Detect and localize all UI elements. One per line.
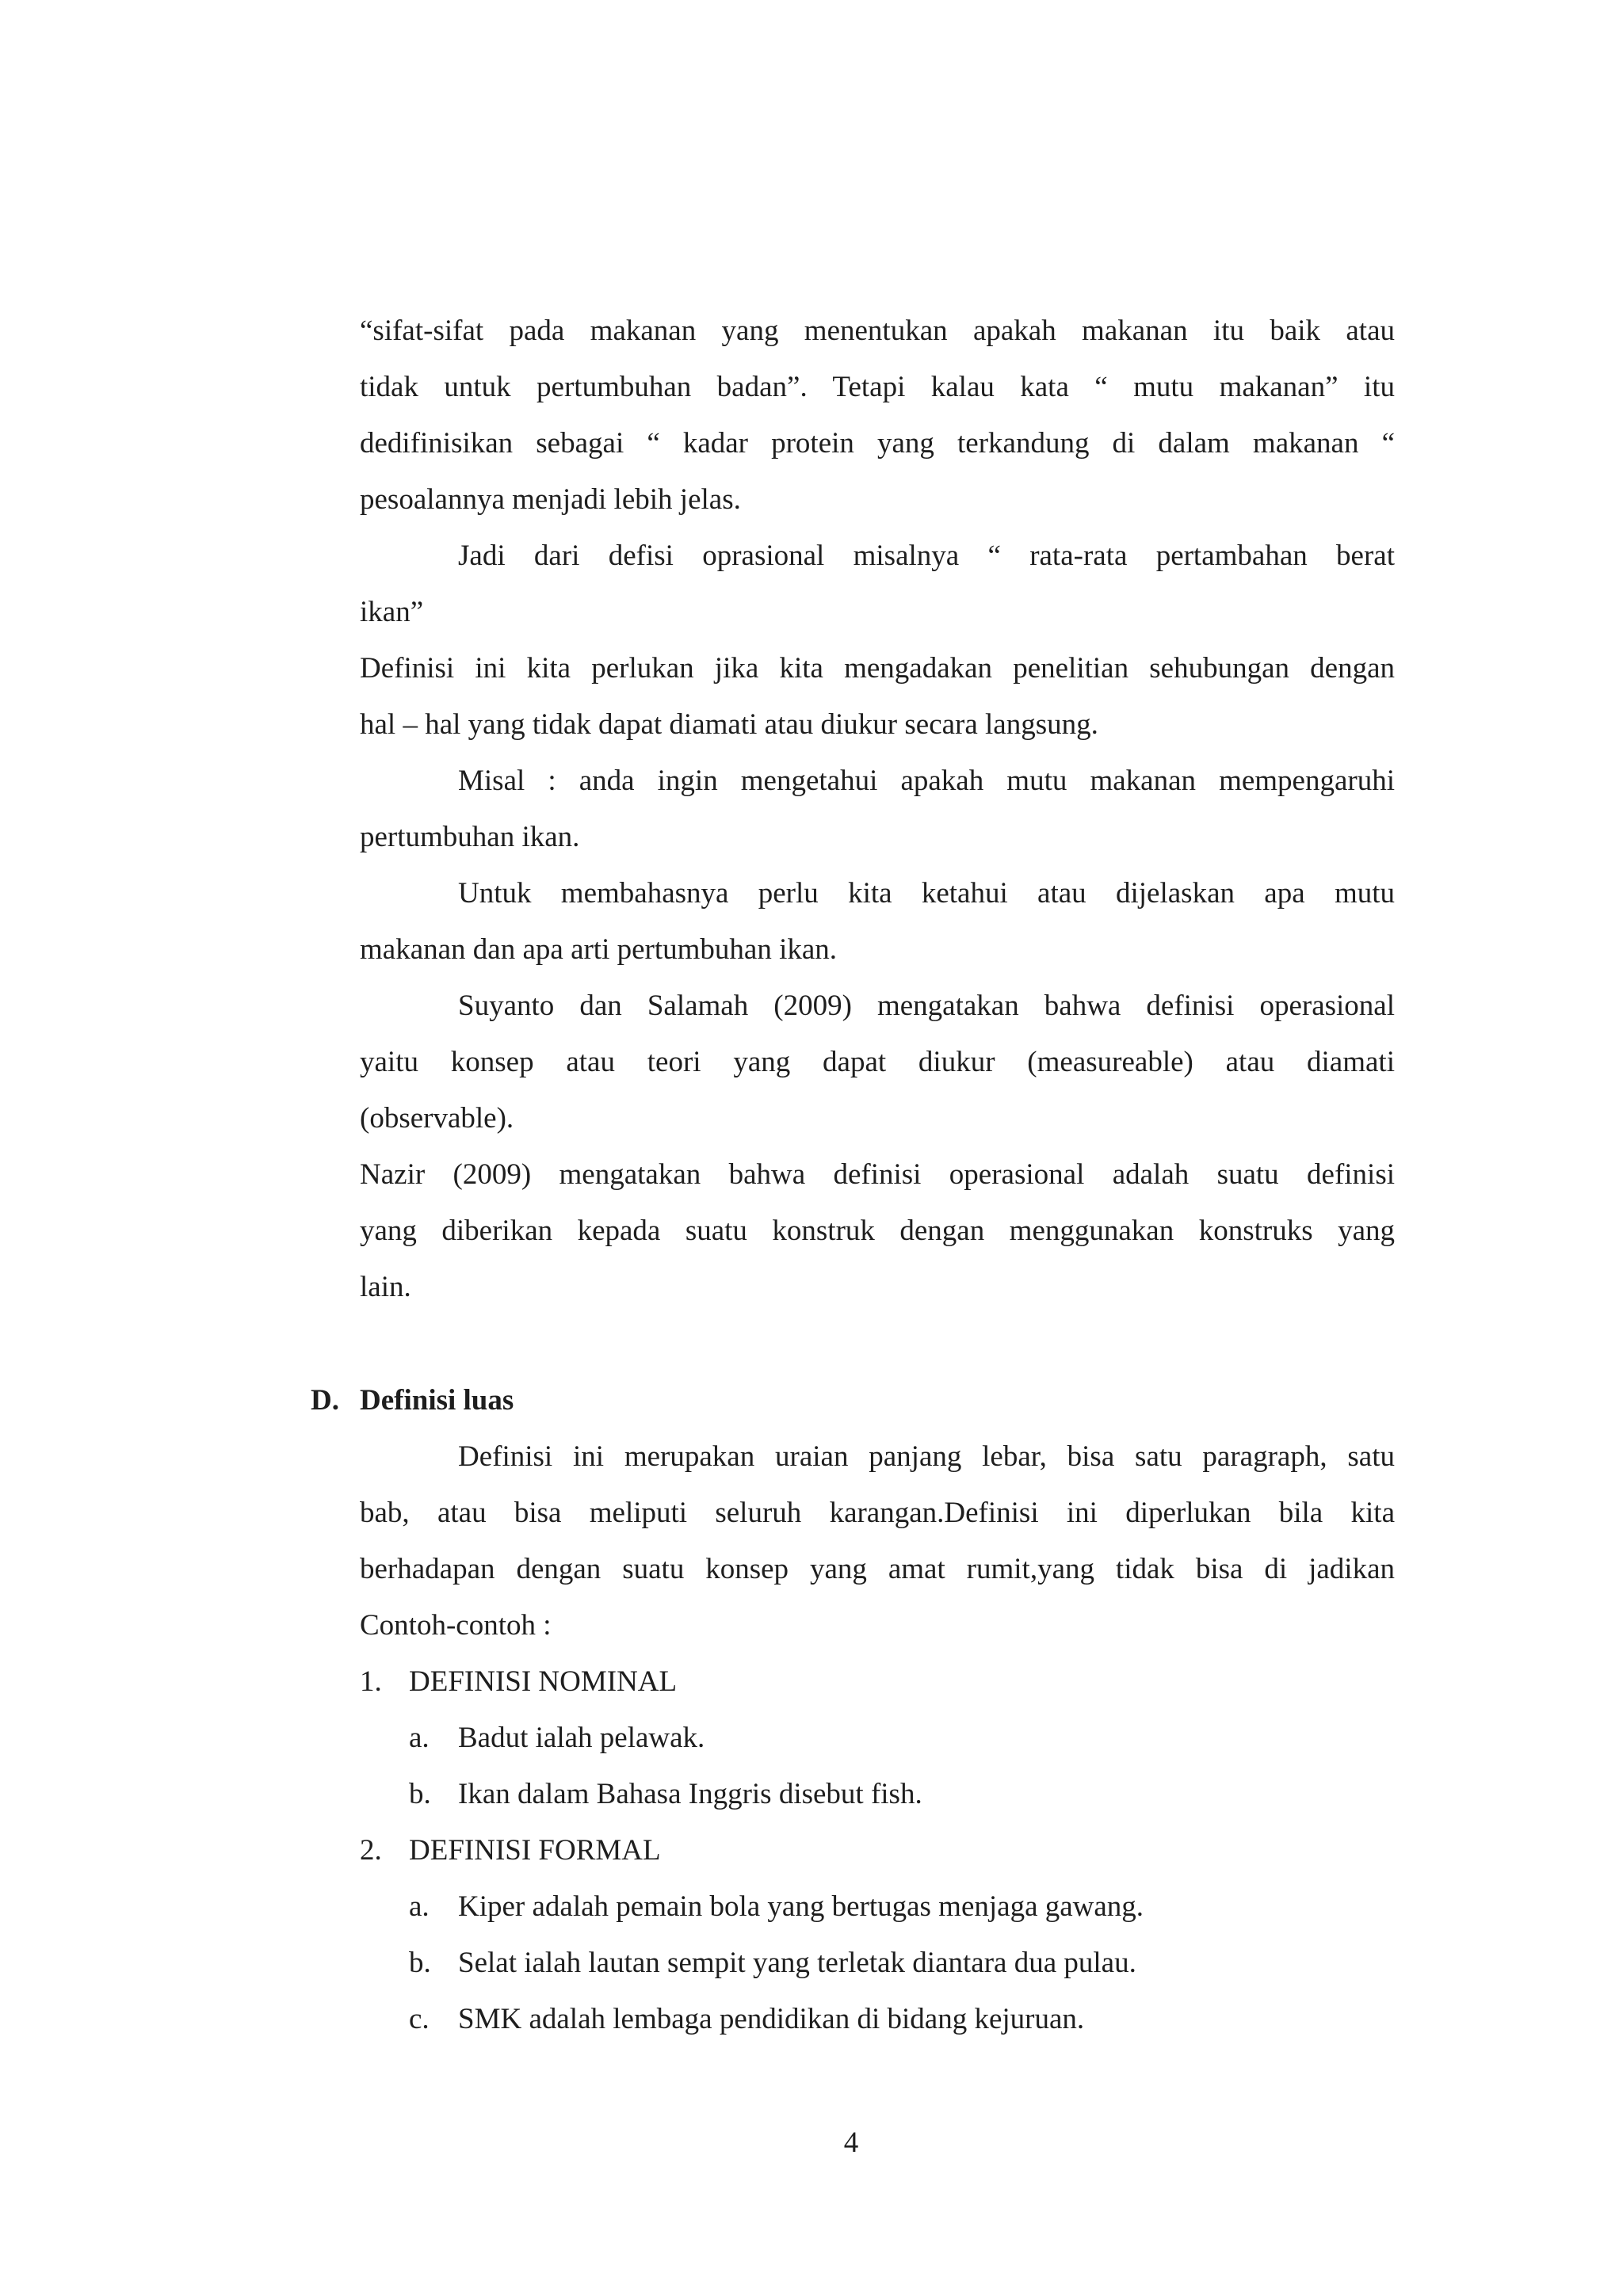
list-2-number: 2.	[360, 1834, 382, 1867]
paragraph-1-line-2: tidak untuk pertumbuhan badan”. Tetapi kalau kata “ mutu makanan” itu	[360, 371, 1395, 403]
paragraph-5-line-1: Untuk membahasnya perlu kita ketahui atau dijelaskan apa mutu	[458, 877, 1395, 910]
list-2-item-c-text: SMK adalah lembaga pendidikan di bidang kejuruan.	[458, 2003, 1085, 2035]
section-d-intro-line-1: Definisi ini merupakan uraian panjang lebar, bisa satu paragraph, satu	[458, 1440, 1395, 1473]
list-2-item-b-text: Selat ialah lautan sempit yang terletak diantara dua pulau.	[458, 1947, 1136, 1979]
paragraph-4-line-2: pertumbuhan ikan.	[360, 821, 580, 853]
paragraph-7-line-1: Nazir (2009) mengatakan bahwa definisi operasional adalah suatu definisi	[360, 1158, 1395, 1191]
paragraph-1-line-3: dedifinisikan sebagai “ kadar protein yang terkandung di dalam makanan “	[360, 427, 1395, 460]
list-1-item-a-text: Badut ialah pelawak.	[458, 1722, 705, 1754]
list-2-item-b-marker: b.	[409, 1947, 431, 1979]
paragraph-6-line-3: (observable).	[360, 1102, 514, 1135]
section-d-intro-line-4: Contoh-contoh :	[360, 1609, 552, 1642]
section-d-intro-line-3: berhadapan dengan suatu konsep yang amat rumit,yang tidak bisa di jadikan	[360, 1553, 1395, 1585]
list-1-title: DEFINISI NOMINAL	[409, 1665, 678, 1698]
paragraph-2-line-2: ikan”	[360, 596, 424, 628]
list-1-number: 1.	[360, 1665, 382, 1698]
list-2-item-a-text: Kiper adalah pemain bola yang bertugas menjaga gawang.	[458, 1890, 1144, 1923]
section-d-intro-line-2: bab, atau bisa meliputi seluruh karangan.Definisi ini diperlukan bila kita	[360, 1497, 1395, 1529]
list-1-item-b-marker: b.	[409, 1778, 431, 1810]
paragraph-3-line-1: Definisi ini kita perlukan jika kita mengadakan penelitian sehubungan dengan	[360, 652, 1395, 685]
paragraph-4-line-1: Misal : anda ingin mengetahui apakah mutu makanan mempengaruhi	[458, 765, 1395, 797]
paragraph-3-line-2: hal – hal yang tidak dapat diamati atau diukur secara langsung.	[360, 708, 1098, 741]
section-d-marker: D.	[311, 1384, 339, 1417]
paragraph-6-line-2: yaitu konsep atau teori yang dapat diukur (measureable) atau diamati	[360, 1046, 1395, 1078]
paragraph-7-line-2: yang diberikan kepada suatu konstruk dengan menggunakan konstruks yang	[360, 1215, 1395, 1247]
list-2-item-a-marker: a.	[409, 1890, 430, 1923]
page-number: 4	[843, 2126, 859, 2159]
paragraph-1-line-4: pesoalannya menjadi lebih jelas.	[360, 483, 741, 516]
list-1-item-a-marker: a.	[409, 1722, 430, 1754]
list-1-item-b-text: Ikan dalam Bahasa Inggris disebut fish.	[458, 1778, 922, 1810]
paragraph-7-line-3: lain.	[360, 1271, 411, 1303]
list-2-item-c-marker: c.	[409, 2003, 430, 2035]
paragraph-1-line-1: “sifat-sifat pada makanan yang menentukan apakah makanan itu baik atau	[360, 315, 1395, 347]
list-2-title: DEFINISI FORMAL	[409, 1834, 661, 1867]
paragraph-2-line-1: Jadi dari defisi oprasional misalnya “ rata-rata pertambahan berat	[458, 540, 1395, 572]
paragraph-5-line-2: makanan dan apa arti pertumbuhan ikan.	[360, 933, 838, 966]
paragraph-6-line-1: Suyanto dan Salamah (2009) mengatakan bahwa definisi operasional	[458, 990, 1395, 1022]
section-d-title: Definisi luas	[360, 1384, 514, 1417]
